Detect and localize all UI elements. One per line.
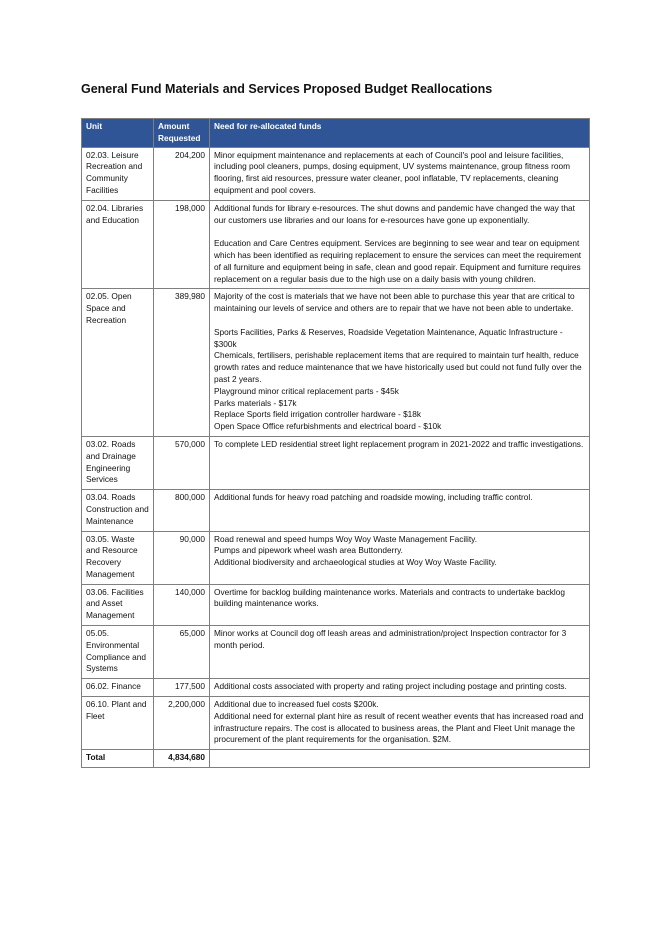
row-unit: 02.03. Leisure Recreation and Community Facilities [82,147,154,200]
description-line: Replace Sports field irrigation controller hardware - $18k [214,409,422,420]
row-amount: 570,000 [154,436,210,489]
table-row [82,584,590,625]
header-unit: Unit [82,119,154,148]
description-line: Education and Care Centres equipment. Services are beginning to see wear and tear on equipment which has been identified as requiring replacement to ensure the services can meet the requirement of all furniture and equipment being in safe, clean and good repair. Equipment and furniture requires replacement on a regular basis due to the high use on a daily basis with young children. [214,238,582,284]
total-amount: 4,834,680 [154,750,210,768]
table-row [82,490,590,531]
row-unit: 03.06. Facilities and Asset Management [82,584,154,625]
description-line: Chemicals, fertilisers, perishable replacement items that are required to maintain turf health, reduce growth rates and reduce maintenance that we have historically used but could not fund fully over the past 2 years. [214,350,582,384]
total-label: Total [82,750,154,768]
table-row [82,200,590,289]
row-description [210,584,590,625]
description-line: Additional due to increased fuel costs $200k. [214,699,379,710]
description-line: Additional biodiversity and archaeological studies at Woy Woy Waste Facility. [214,557,497,568]
header-amount: Amount Requested [154,119,210,148]
row-amount: 800,000 [154,490,210,531]
row-description [210,147,590,200]
row-unit: 05.05. Environmental Compliance and Systems [82,626,154,679]
total-row [82,750,590,768]
description-line: Additional need for external plant hire as result of recent weather events that has increased road and infrastructure repairs. The cost is allocated to business areas, the Plant and Fleet Unit manage the procurement of the plant requirements for the organisation. $2M. [214,710,584,745]
header-row [82,119,590,148]
row-unit: 02.04. Libraries and Education [82,200,154,289]
description-line: To complete LED residential street light replacement program in 2021-2022 and traffic investigations. [214,438,584,449]
description-line: Minor works at Council dog off leash areas and administration/project Inspection contractor for 3 month period. [214,628,567,650]
row-amount: 177,500 [154,679,210,697]
table-row [82,679,590,697]
total-empty-cell [210,750,590,768]
table-row [82,147,590,200]
row-description [210,490,590,531]
row-amount: 198,000 [154,200,210,289]
description-line: Additional funds for library e-resources. The shut downs and pandemic have changed the way that our customers use libraries and our loans for e-resources have gone up exponentially. [214,202,575,225]
row-amount: 90,000 [154,531,210,584]
row-amount: 204,200 [154,147,210,200]
table-row [82,697,590,750]
row-amount: 65,000 [154,626,210,679]
header-need: Need for re-allocated funds [210,119,590,148]
row-unit: 02.05. Open Space and Recreation [82,289,154,437]
description-line: Additional costs associated with property and rating project including postage and printing costs. [214,681,567,692]
table-row [82,289,590,437]
description-line: Playground minor critical replacement parts - $45k [214,385,399,396]
table-row [82,626,590,679]
row-unit: 06.02. Finance [82,679,154,697]
row-unit: 06.10. Plant and Fleet [82,697,154,750]
description-line: Pumps and pipework wheel wash area Buttonderry. [214,545,403,556]
row-amount: 389,980 [154,289,210,437]
row-description [210,697,590,750]
description-line: Parks materials - $17k [214,397,297,408]
row-amount: 140,000 [154,584,210,625]
description-line: Minor equipment maintenance and replacements at each of Council's pool and leisure facilities, including pool cleaners, pumps, dosing equipment, UV systems maintenance, group fitness room flooring, first aid resources, pressure water cleaner, pool inflatable, TV replacements, cleaning equipment and pool covers. [214,149,571,195]
description-line: Majority of the cost is materials that we have not been able to purchase this year that are critical to maintaining our levels of service and others are to repair that we have not been able to undertake. [214,291,575,314]
row-description [210,289,590,437]
description-line: Additional funds for heavy road patching and roadside mowing, including traffic control. [214,492,533,503]
row-unit: 03.05. Waste and Resource Recovery Management [82,531,154,584]
budget-table [81,118,590,768]
table-header [82,119,590,148]
row-description [210,531,590,584]
row-description [210,679,590,697]
description-line: Overtime for backlog building maintenance works. Materials and contracts to undertake backlog building maintenance works. [214,586,565,609]
table-body [82,147,590,750]
row-description [210,200,590,289]
table-row [82,436,590,489]
page-title: General Fund Materials and Services Proposed Budget Reallocations [81,82,493,96]
table-row [82,531,590,584]
row-description [210,436,590,489]
row-unit: 03.04. Roads Construction and Maintenance [82,490,154,531]
row-amount: 2,200,000 [154,697,210,750]
row-unit: 03.02. Roads and Drainage Engineering Services [82,436,154,489]
description-line: Road renewal and speed humps Woy Woy Waste Management Facility. [214,533,478,544]
description-line: Open Space Office refurbishments and electrical board - $10k [214,421,442,432]
description-line: Sports Facilities, Parks & Reserves, Roadside Vegetation Maintenance, Aquatic Infrastructure - $300k [214,326,563,349]
row-description [210,626,590,679]
